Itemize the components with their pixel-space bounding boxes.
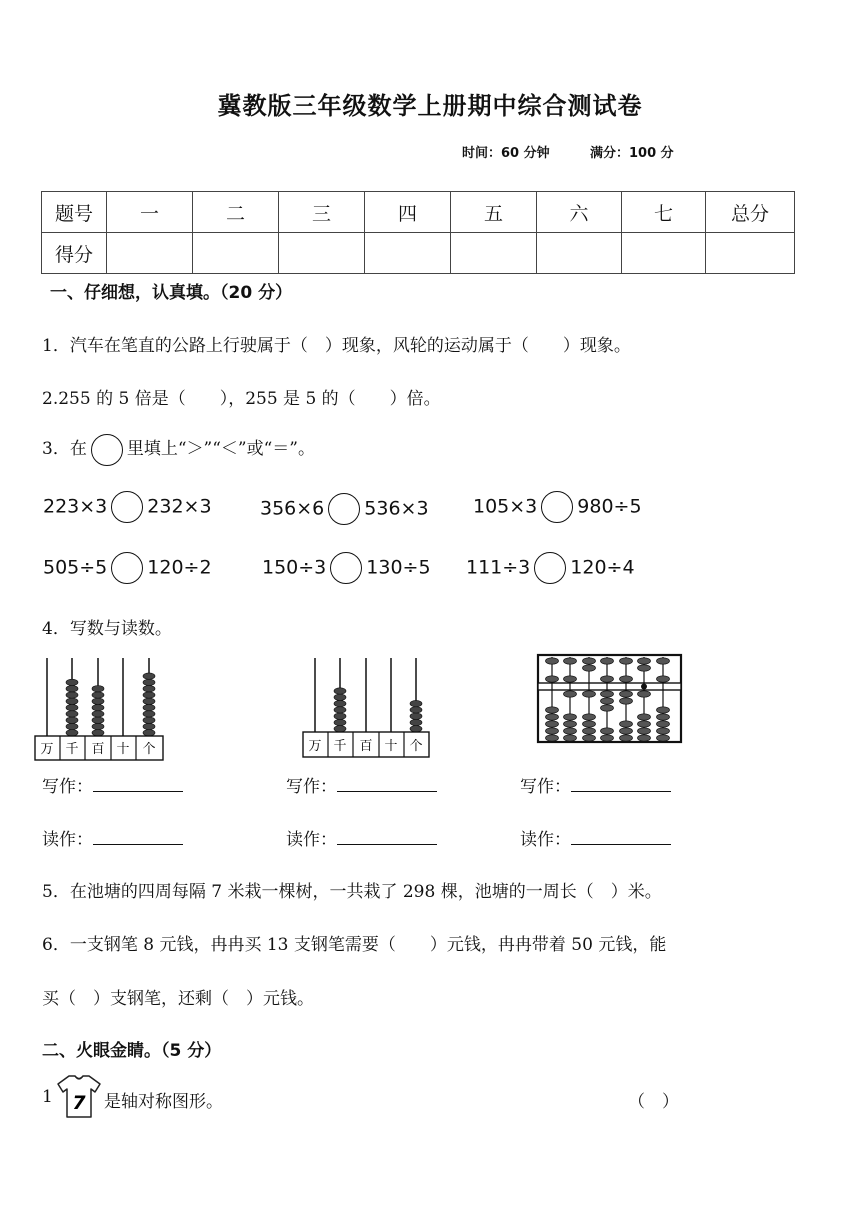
bead bbox=[410, 719, 422, 725]
header-cell: 六 bbox=[537, 192, 622, 233]
header-cell: 四 bbox=[365, 192, 451, 233]
bead bbox=[143, 717, 155, 723]
bead bbox=[546, 714, 559, 720]
bead bbox=[601, 705, 614, 711]
section-1-heading: 一、仔细想，认真填。（20 分） bbox=[50, 283, 293, 303]
header-cell: 二 bbox=[193, 192, 279, 233]
judge-question-number: 1 bbox=[42, 1087, 53, 1107]
header-cell: 五 bbox=[451, 192, 537, 233]
bead bbox=[546, 658, 559, 664]
compare-left: 356×6 bbox=[260, 497, 325, 520]
place-label: 个 bbox=[409, 739, 423, 754]
bead-counter-icon bbox=[302, 656, 432, 760]
score-table-header-row bbox=[42, 192, 795, 233]
bead bbox=[143, 692, 155, 698]
bead bbox=[564, 728, 577, 734]
place-label: 十 bbox=[384, 739, 398, 754]
bead bbox=[583, 665, 596, 671]
bead bbox=[620, 691, 633, 697]
compare-right: 130÷5 bbox=[366, 556, 431, 579]
read-answer-blank[interactable] bbox=[571, 828, 671, 845]
question-3-suffix: 里填上“＞”“＜”或“＝”。 bbox=[126, 439, 315, 459]
header-cell: 一 bbox=[107, 192, 193, 233]
bead bbox=[601, 735, 614, 741]
read-label: 读作： bbox=[520, 830, 571, 850]
judge-question-text: 是轴对称图形。 bbox=[104, 1092, 223, 1112]
bead bbox=[620, 735, 633, 741]
question-3-prefix: 3．在 bbox=[42, 439, 87, 459]
bead bbox=[601, 698, 614, 704]
bead bbox=[546, 735, 559, 741]
bead bbox=[657, 714, 670, 720]
read-line bbox=[286, 825, 437, 850]
bead bbox=[143, 686, 155, 692]
bead bbox=[334, 726, 346, 732]
score-cell[interactable] bbox=[107, 233, 193, 274]
bead bbox=[92, 711, 104, 717]
bead bbox=[638, 728, 651, 734]
bead-counter-icon bbox=[33, 656, 165, 762]
compare-left: 223×3 bbox=[43, 495, 108, 518]
compare-answer-circle[interactable] bbox=[534, 552, 566, 584]
bead bbox=[638, 658, 651, 664]
read-line bbox=[520, 825, 671, 850]
bead bbox=[601, 658, 614, 664]
bead bbox=[66, 692, 78, 698]
bead bbox=[92, 717, 104, 723]
write-answer-blank[interactable] bbox=[93, 775, 183, 792]
bead bbox=[583, 691, 596, 697]
compare-left: 111÷3 bbox=[466, 556, 531, 579]
bead bbox=[546, 721, 559, 727]
bead bbox=[143, 730, 155, 736]
bead bbox=[66, 711, 78, 717]
bead bbox=[657, 658, 670, 664]
compare-item bbox=[43, 552, 212, 584]
score-cell[interactable] bbox=[279, 233, 365, 274]
compare-answer-circle[interactable] bbox=[111, 491, 143, 523]
shirt-number: 7 bbox=[72, 1092, 86, 1114]
bead bbox=[66, 717, 78, 723]
score-row-label: 得分 bbox=[42, 233, 107, 274]
header-cell: 七 bbox=[622, 192, 706, 233]
bead bbox=[66, 723, 78, 729]
bead bbox=[638, 691, 651, 697]
bead bbox=[657, 676, 670, 682]
bead bbox=[66, 686, 78, 692]
bead bbox=[564, 676, 577, 682]
bead bbox=[657, 735, 670, 741]
header-cell: 总分 bbox=[706, 192, 795, 233]
bead bbox=[66, 730, 78, 736]
score-table-score-row bbox=[42, 233, 795, 274]
bead bbox=[546, 707, 559, 713]
write-label: 写作： bbox=[520, 777, 571, 797]
question-6-line-2: 买（ ）支钢笔，还剩（ ）元钱。 bbox=[42, 989, 314, 1009]
bead bbox=[601, 676, 614, 682]
place-label: 万 bbox=[40, 742, 54, 757]
bead bbox=[638, 721, 651, 727]
bead bbox=[601, 728, 614, 734]
compare-answer-circle[interactable] bbox=[328, 493, 360, 525]
compare-left: 105×3 bbox=[473, 495, 538, 518]
read-answer-blank[interactable] bbox=[93, 828, 183, 845]
score-cell[interactable] bbox=[193, 233, 279, 274]
question-1: 1．汽车在笔直的公路上行驶属于（ ）现象，风轮的运动属于（ ）现象。 bbox=[42, 336, 631, 356]
bead bbox=[583, 728, 596, 734]
header-cell: 三 bbox=[279, 192, 365, 233]
compare-right: 120÷4 bbox=[570, 556, 635, 579]
bead bbox=[657, 728, 670, 734]
score-table bbox=[41, 191, 795, 274]
bead bbox=[334, 713, 346, 719]
compare-right: 536×3 bbox=[364, 497, 429, 520]
compare-item bbox=[473, 491, 642, 523]
bead bbox=[143, 698, 155, 704]
bead bbox=[143, 723, 155, 729]
bead bbox=[143, 704, 155, 710]
compare-item bbox=[466, 552, 635, 584]
place-label: 十 bbox=[116, 742, 130, 757]
score-cell[interactable] bbox=[451, 233, 537, 274]
score-cell[interactable] bbox=[706, 233, 795, 274]
compare-left: 150÷3 bbox=[262, 556, 327, 579]
write-line bbox=[286, 772, 437, 797]
bead bbox=[583, 714, 596, 720]
bead bbox=[334, 700, 346, 706]
bead bbox=[410, 700, 422, 706]
compare-answer-circle[interactable] bbox=[541, 491, 573, 523]
bead bbox=[638, 735, 651, 741]
bead bbox=[92, 704, 104, 710]
question-2: 2.255 的 5 倍是（ ），255 是 5 的（ ）倍。 bbox=[42, 389, 441, 409]
place-label: 千 bbox=[65, 742, 79, 757]
bead bbox=[334, 694, 346, 700]
bead bbox=[583, 658, 596, 664]
compare-item bbox=[260, 493, 429, 525]
score-cell[interactable] bbox=[537, 233, 622, 274]
question-3 bbox=[42, 432, 315, 466]
bead bbox=[546, 728, 559, 734]
bead bbox=[143, 679, 155, 685]
compare-circle-icon bbox=[91, 434, 123, 466]
judge-answer-paren[interactable]: （ ） bbox=[628, 1092, 679, 1112]
question-4: 4．写数与读数。 bbox=[42, 619, 172, 639]
place-label: 个 bbox=[142, 742, 156, 757]
bead bbox=[601, 691, 614, 697]
section-2-heading: 二、火眼金睛。（5 分） bbox=[42, 1041, 222, 1061]
bead bbox=[620, 658, 633, 664]
bead bbox=[620, 728, 633, 734]
bead bbox=[564, 735, 577, 741]
bead bbox=[92, 723, 104, 729]
place-label: 百 bbox=[359, 739, 373, 754]
bead bbox=[92, 698, 104, 704]
header-cell: 题号 bbox=[42, 192, 107, 233]
place-label: 万 bbox=[308, 739, 322, 754]
bead bbox=[410, 707, 422, 713]
compare-item bbox=[43, 491, 212, 523]
bead bbox=[143, 711, 155, 717]
tshirt-icon bbox=[55, 1072, 103, 1120]
write-line bbox=[42, 772, 183, 797]
compare-left: 505÷5 bbox=[43, 556, 108, 579]
bead bbox=[334, 688, 346, 694]
place-label: 千 bbox=[333, 739, 347, 754]
place-label: 百 bbox=[91, 742, 105, 757]
abacus-icon bbox=[536, 653, 684, 745]
bead bbox=[564, 691, 577, 697]
score-cell[interactable] bbox=[622, 233, 706, 274]
time-label: 时间：60 分钟 bbox=[462, 146, 550, 161]
compare-right: 120÷2 bbox=[147, 556, 212, 579]
bead bbox=[66, 679, 78, 685]
bead bbox=[66, 704, 78, 710]
bead bbox=[564, 721, 577, 727]
question-6-line-1: 6．一支钢笔 8 元钱，冉冉买 13 支钢笔需要（ ）元钱，冉冉带着 50 元钱，能 bbox=[42, 935, 667, 955]
write-label: 写作： bbox=[286, 777, 337, 797]
read-answer-blank[interactable] bbox=[337, 828, 437, 845]
bead bbox=[583, 735, 596, 741]
question-5: 5．在池塘的四周每隔 7 米栽一棵树，一共栽了 298 棵，池塘的一周长（ ）米。 bbox=[42, 882, 662, 902]
bead bbox=[657, 721, 670, 727]
bead bbox=[92, 692, 104, 698]
compare-item bbox=[262, 552, 431, 584]
compare-answer-circle[interactable] bbox=[330, 552, 362, 584]
read-label: 读作： bbox=[286, 830, 337, 850]
write-line bbox=[520, 772, 671, 797]
compare-right: 980÷5 bbox=[577, 495, 642, 518]
full-score-label: 满分：100 分 bbox=[590, 146, 674, 161]
bead bbox=[620, 698, 633, 704]
bead bbox=[143, 673, 155, 679]
bead bbox=[92, 686, 104, 692]
write-answer-blank[interactable] bbox=[337, 775, 437, 792]
bead bbox=[564, 714, 577, 720]
bead bbox=[410, 713, 422, 719]
bead bbox=[334, 707, 346, 713]
score-cell[interactable] bbox=[365, 233, 451, 274]
bead bbox=[620, 721, 633, 727]
read-line bbox=[42, 825, 183, 850]
bead bbox=[546, 676, 559, 682]
bead bbox=[620, 676, 633, 682]
bead bbox=[410, 726, 422, 732]
write-label: 写作： bbox=[42, 777, 93, 797]
bead bbox=[334, 719, 346, 725]
compare-answer-circle[interactable] bbox=[111, 552, 143, 584]
bead bbox=[583, 721, 596, 727]
page-title: 冀教版三年级数学上册期中综合测试卷 bbox=[217, 92, 643, 120]
bead bbox=[66, 698, 78, 704]
bead bbox=[638, 714, 651, 720]
bead bbox=[638, 665, 651, 671]
bead bbox=[657, 707, 670, 713]
bead bbox=[564, 658, 577, 664]
write-answer-blank[interactable] bbox=[571, 775, 671, 792]
read-label: 读作： bbox=[42, 830, 93, 850]
compare-right: 232×3 bbox=[147, 495, 212, 518]
bead bbox=[92, 730, 104, 736]
